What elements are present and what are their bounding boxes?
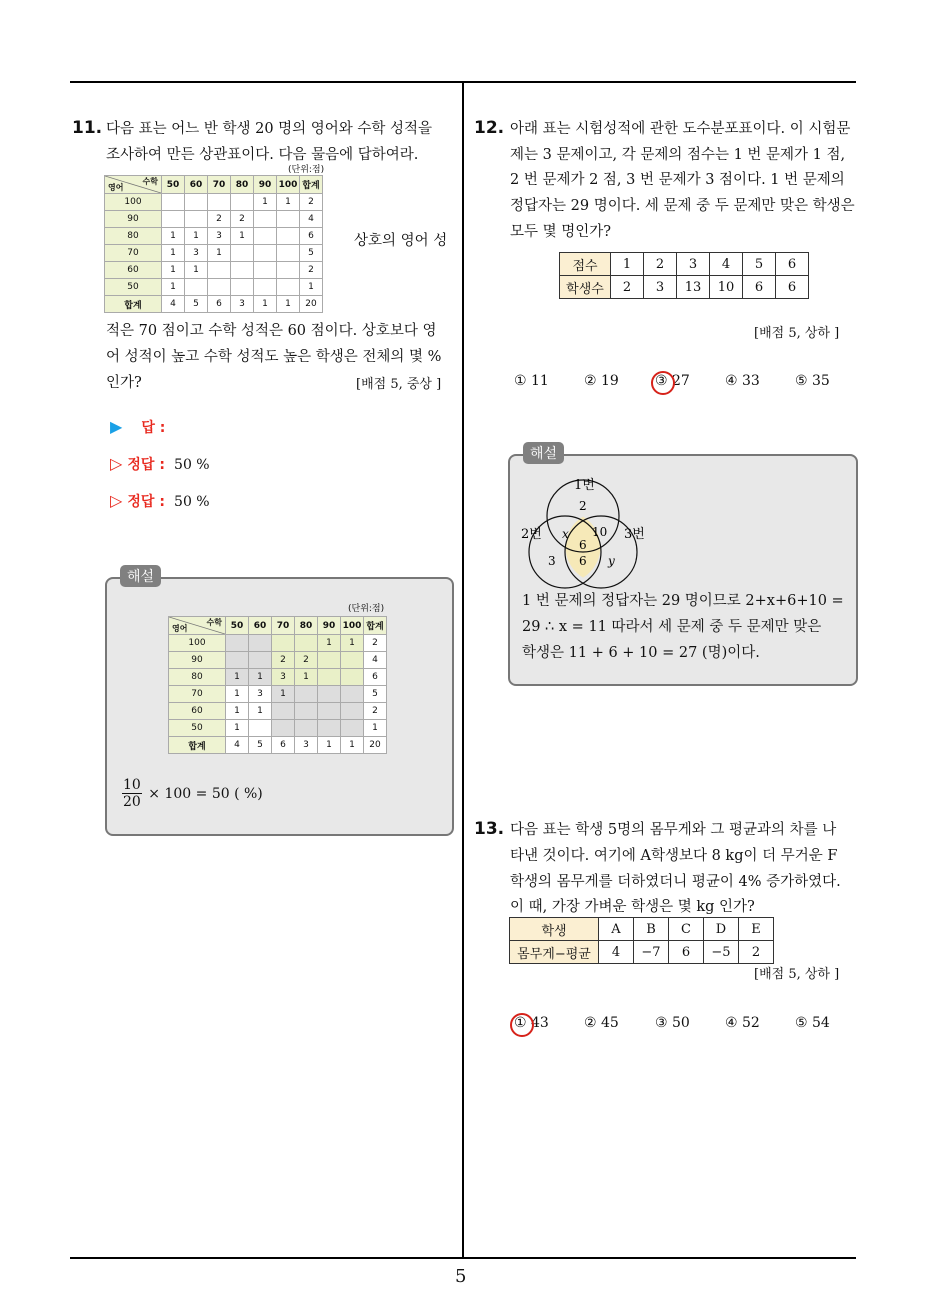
row-label: 몸무게−평균 [510,941,599,964]
header-cell: 100 [341,617,364,635]
table-cell: −5 [704,941,739,964]
row-label: 80 [169,669,226,686]
table-cell: 4 [226,737,249,754]
table-cell: 2 [295,652,318,669]
table-row [105,279,323,296]
header-cell: 100 [277,176,300,194]
table-cell: 3 [231,296,254,313]
table-cell: 1 [364,720,387,737]
choice-3[interactable]: ③ 50 [655,1015,690,1031]
choice-3[interactable]: ③ 27 [655,373,690,389]
table-cell [318,669,341,686]
row-label: 학생수 [560,276,611,299]
table-cell: 20 [364,737,387,754]
table-cell: 13 [677,276,710,299]
choice-2[interactable]: ② 45 [584,1015,619,1031]
table-cell: 1 [185,262,208,279]
triangle-outline-icon: ▷ [110,491,123,510]
table-cell [272,703,295,720]
table-row [169,652,387,669]
table-cell [185,211,208,228]
venn-label-2: 2번 [521,527,542,542]
table-cell: 4 [364,652,387,669]
table-cell [226,635,249,652]
table-row [105,296,323,313]
table-cell: D [704,918,739,941]
table-cell: 2 [300,194,323,211]
table-row [105,211,323,228]
header-cell: 70 [272,617,295,635]
table-cell: A [599,918,634,941]
table-cell: 3 [295,737,318,754]
table-cell: 5 [300,245,323,262]
q13-table [509,917,774,964]
table-row [169,669,387,686]
row-label: 50 [169,720,226,737]
table-cell: 6 [776,276,809,299]
header-cell: 90 [254,176,277,194]
q13-line4: 이 때, 가장 가벼운 학생은 몇 kg 인가? [510,899,755,915]
q12-line2: 제는 3 문제이고, 각 문제의 점수는 1 번 문제가 1 점, [510,147,846,163]
venn-value: 10 [592,525,608,539]
table-cell: C [669,918,704,941]
table-cell: 3 [272,669,295,686]
correlation-table [104,175,323,313]
table-cell [249,720,272,737]
table-row [560,276,809,299]
q13-line3: 학생의 몸무게를 더하였더니 평균이 4% 증가하였다. [510,874,841,890]
table-cell [295,703,318,720]
table-cell: 1 [318,635,341,652]
row-label: 90 [169,652,226,669]
q12-line3: 2 번 문제가 2 점, 3 번 문제가 3 점이다. 1 번 문제의 [510,172,845,188]
table-row [105,228,323,245]
q12-line5: 모두 몇 명인가? [510,224,612,240]
row-label: 점수 [560,253,611,276]
table-cell [277,279,300,296]
q11-unit: (단위:점) [288,165,325,175]
table-cell: 1 [272,686,295,703]
table-cell: 1 [162,228,185,245]
table-cell [185,279,208,296]
header-cell: 80 [231,176,254,194]
corner-top-label: 수학 [142,177,158,186]
table-cell: 1 [254,296,277,313]
choice-4[interactable]: ④ 52 [725,1015,760,1031]
choice-5[interactable]: ⑤ 35 [795,373,830,389]
row-label: 70 [105,245,162,262]
table-cell: E [739,918,774,941]
q13-table-wrap [509,917,774,964]
fraction-expression [122,777,263,810]
table-cell: 2 [272,652,295,669]
venn-value: x [562,527,569,541]
table-cell [295,686,318,703]
table-cell [226,652,249,669]
table-cell [277,228,300,245]
triangle-outline-icon: ▷ [110,454,123,473]
table-cell [341,703,364,720]
table-cell [231,194,254,211]
q12-number: 12. [474,118,505,138]
q13-answer-circle [510,1013,534,1037]
corner-bottom-label: 영어 [172,624,188,633]
q11-line4: 어 성적이 높고 수학 성적도 높은 학생은 전체의 몇 % [106,349,442,365]
table-cell [208,279,231,296]
table-row [169,686,387,703]
explanation-table-wrap [168,616,387,754]
table-row [169,737,387,754]
table-row [169,720,387,737]
row-label: 60 [169,703,226,720]
q11-explanation-table [168,616,387,754]
q11-points: [배점 5, 중상 ] [356,377,442,392]
table-cell [318,652,341,669]
table-cell: 5 [743,253,776,276]
header-cell: 80 [295,617,318,635]
table-cell [162,194,185,211]
table-cell: 2 [364,703,387,720]
solution-row-1 [110,454,210,474]
table-cell [208,194,231,211]
row-label: 50 [105,279,162,296]
venn-value: 6 [579,538,587,552]
table-cell [318,720,341,737]
play-arrow-icon: ▶ [110,417,123,436]
q12-explanation-tag: 해설 [523,442,564,464]
table-cell: 2 [208,211,231,228]
table-cell: 5 [249,737,272,754]
answer-row [110,417,165,437]
q12-line1: 아래 표는 시험성적에 관한 도수분포표이다. 이 시험문 [510,121,851,137]
header-cell: 70 [208,176,231,194]
table-cell [254,211,277,228]
table-cell: 10 [710,276,743,299]
q12-explanation-line3: 학생은 11 + 6 + 10 = 27 (명)이다. [522,645,760,661]
choice-4[interactable]: ④ 33 [725,373,760,389]
table-cell: 1 [226,720,249,737]
venn-value: 6 [579,554,587,568]
q12-table-wrap [559,252,809,299]
header-cell: 90 [318,617,341,635]
table-cell [341,669,364,686]
header-cell: 50 [162,176,185,194]
table-cell: 3 [644,276,677,299]
solution-value: 50 % [174,457,210,473]
table-cell: 1 [231,228,254,245]
bottom-rule [70,1257,856,1259]
table-cell: 2 [300,262,323,279]
table-row [510,918,774,941]
choice-1[interactable]: ① 11 [514,373,549,389]
solution-label: 정답 : [127,494,165,510]
q12-answer-circle [651,371,675,395]
table-cell: 1 [254,194,277,211]
table-row [169,703,387,720]
table-cell: 1 [226,686,249,703]
table-cell [162,211,185,228]
table-cell: 6 [364,669,387,686]
table-cell [318,686,341,703]
venn-label-3: 3번 [624,527,645,542]
table-cell [272,635,295,652]
table-cell [185,194,208,211]
header-cell: 50 [226,617,249,635]
venn-label-1: 1번 [574,478,595,493]
q12-explanation-line1: 1 번 문제의 정답자는 29 명이므로 2+x+6+10 = [522,593,844,609]
table-cell [254,245,277,262]
venn-value: y [608,554,615,568]
table-cell: 20 [300,296,323,313]
table-cell: 1 [162,279,185,296]
table-cell: 6 [272,737,295,754]
q12-explanation-line2: 29 ∴ x = 11 따라서 세 문제 중 두 문제만 맞은 [522,619,822,635]
table-corner [169,617,226,635]
table-cell: 2 [739,941,774,964]
fraction-denominator: 20 [123,794,141,810]
table-cell [254,262,277,279]
table-cell: 1 [295,669,318,686]
choice-1[interactable]: ① 43 [514,1015,549,1031]
column-divider [462,83,464,1258]
table-cell: 1 [226,669,249,686]
table-cell [231,262,254,279]
row-label: 합계 [105,296,162,313]
row-label: 70 [169,686,226,703]
table-cell: 5 [185,296,208,313]
table-cell: 1 [162,262,185,279]
table-cell [272,720,295,737]
table-cell [231,245,254,262]
table-cell [295,635,318,652]
row-label: 합계 [169,737,226,754]
table-cell [249,652,272,669]
corner-bottom-label: 영어 [108,183,124,192]
table-cell: 4 [300,211,323,228]
table-cell [295,720,318,737]
q12-points: [배점 5, 상하 ] [754,326,840,341]
table-cell [277,262,300,279]
table-cell [318,703,341,720]
venn-value: 2 [579,499,587,513]
table-cell: 6 [743,276,776,299]
header-cell: 60 [249,617,272,635]
fraction-numerator: 10 [123,777,141,793]
table-cell: 3 [677,253,710,276]
q13-line1: 다음 표는 학생 5명의 몸무게와 그 평균과의 차를 나 [510,822,837,838]
table-cell: 4 [599,941,634,964]
page-number: 5 [455,1266,467,1287]
table-cell: 1 [341,737,364,754]
table-cell [254,228,277,245]
table-cell: 1 [249,669,272,686]
q12-table [559,252,809,299]
solution-value: 50 % [174,494,210,510]
table-cell [249,635,272,652]
fraction-rest: × 100 = 50 ( %) [148,785,263,802]
table-cell: −7 [634,941,669,964]
table-cell: 6 [776,253,809,276]
q11-line2: 조사하여 만든 상관표이다. 다음 물음에 답하여라. [106,147,419,163]
header-cell: 60 [185,176,208,194]
table-cell: 1 [226,703,249,720]
solution-row-2 [110,491,210,511]
row-label: 100 [105,194,162,211]
q13-points: [배점 5, 상하 ] [754,967,840,982]
table-cell: 1 [185,228,208,245]
row-label: 80 [105,228,162,245]
table-cell: 3 [208,228,231,245]
table-cell [231,279,254,296]
table-cell [254,279,277,296]
q11-line3: 적은 70 점이고 수학 성적은 60 점이다. 상호보다 영 [106,323,437,339]
solution-label: 정답 : [127,457,165,473]
table-cell: 6 [669,941,704,964]
row-label: 100 [169,635,226,652]
row-label: 학생 [510,918,599,941]
q13-number: 13. [474,819,505,839]
q11-side-text: 상호의 영어 성 [354,233,448,249]
table-cell: 4 [162,296,185,313]
header-cell: 합계 [364,617,387,635]
row-label: 60 [105,262,162,279]
table-cell: 2 [644,253,677,276]
table-row [105,245,323,262]
choice-2[interactable]: ② 19 [584,373,619,389]
table-cell: 6 [300,228,323,245]
q11-number: 11. [72,118,103,138]
table-cell: 1 [277,296,300,313]
q12-line4: 정답자는 29 명이다. 세 문제 중 두 문제만 맞은 학생은 [510,198,855,214]
venn-diagram [508,468,658,598]
q11-line1: 다음 표는 어느 반 학생 20 명의 영어와 수학 성적을 [106,121,433,137]
table-row [169,635,387,652]
corner-top-label: 수학 [206,618,222,627]
table-cell: 1 [208,245,231,262]
row-label: 90 [105,211,162,228]
table-row [560,253,809,276]
q13-line2: 타낸 것이다. 여기에 A학생보다 8 kg이 더 무거운 F [510,848,838,864]
q11-line5: 인가? [106,375,142,391]
table-cell [341,652,364,669]
table-cell [208,262,231,279]
table-cell: 3 [249,686,272,703]
table-cell: 1 [341,635,364,652]
table-cell: 1 [277,194,300,211]
table-cell [341,720,364,737]
table-cell: 1 [300,279,323,296]
table-cell: B [634,918,669,941]
table-corner [105,176,162,194]
table-cell: 3 [185,245,208,262]
answer-label: 답 : [141,420,166,436]
table-cell: 4 [710,253,743,276]
table-cell: 1 [318,737,341,754]
q11-explain-unit: (단위:점) [348,604,385,614]
table-cell: 1 [611,253,644,276]
header-cell: 합계 [300,176,323,194]
table-cell: 2 [231,211,254,228]
table-cell: 1 [249,703,272,720]
table-cell: 5 [364,686,387,703]
table-cell: 2 [611,276,644,299]
table-cell: 2 [364,635,387,652]
table-row [510,941,774,964]
table-cell: 1 [162,245,185,262]
venn-value: 3 [548,554,556,568]
table-cell [277,245,300,262]
q11-explanation-tag: 해설 [120,565,161,587]
q11-table [104,175,323,313]
table-cell: 6 [208,296,231,313]
table-cell [277,211,300,228]
table-row [105,194,323,211]
table-cell [341,686,364,703]
choice-5[interactable]: ⑤ 54 [795,1015,830,1031]
table-row [105,262,323,279]
